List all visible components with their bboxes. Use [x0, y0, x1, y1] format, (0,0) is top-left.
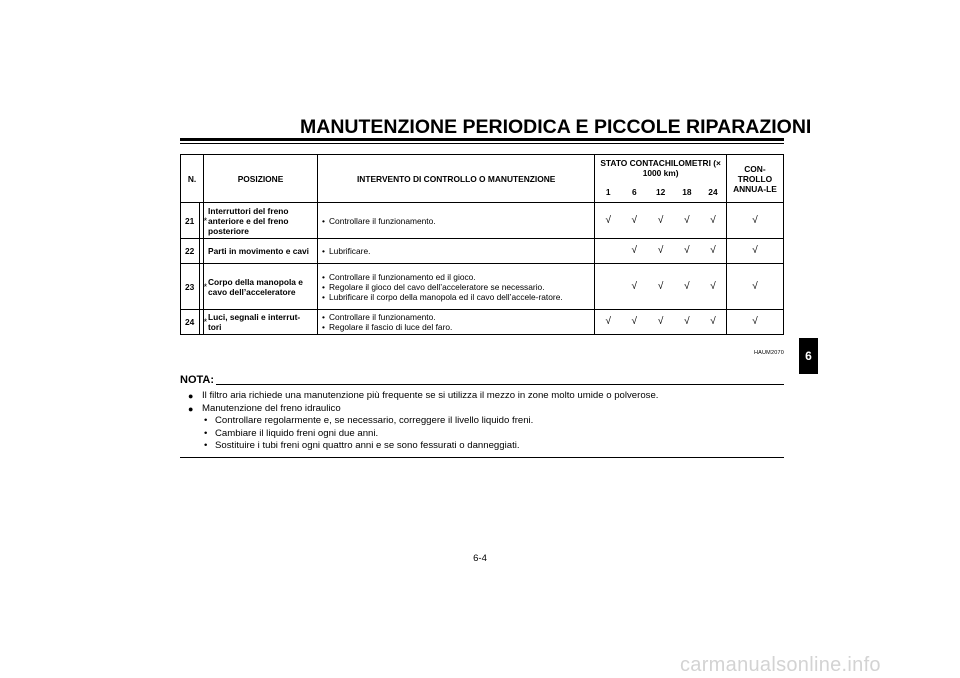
- check-mark: √: [621, 203, 647, 239]
- sub-bullet-icon: •: [204, 427, 208, 439]
- action-item: • Regolare il fascio di luce del faro.: [322, 322, 590, 332]
- header-km-18: 18: [682, 186, 692, 197]
- note-subitem: [188, 440, 778, 453]
- action-item: • Lubrificare.: [322, 246, 590, 256]
- row-actions: [318, 203, 595, 239]
- row-asterisk: *: [199, 310, 203, 335]
- action-item: • Regolare il gioco del cavo dell’acceleratore se necessario.: [322, 282, 590, 292]
- note-subitem: [188, 415, 778, 428]
- row-actions: [318, 239, 595, 264]
- check-mark: [595, 239, 621, 264]
- page-number: 6-4: [473, 553, 487, 564]
- check-mark: √: [700, 239, 726, 264]
- sub-bullet-icon: •: [204, 440, 208, 451]
- check-mark: √: [700, 203, 726, 239]
- header-km-24: 24: [700, 182, 726, 203]
- note-text: Manutenzione del freno idraulico: [202, 402, 341, 414]
- check-mark: √: [674, 264, 700, 310]
- note-subitem-text: Sostituire i tubi freni ogni quattro anni e se sono fessurati o danneggiati.: [215, 440, 520, 451]
- check-mark: √: [647, 264, 673, 310]
- nota-label: NOTA:: [180, 374, 215, 386]
- page-title: MANUTENZIONE PERIODICA E PICCOLE RIPARAZIONI: [300, 116, 812, 138]
- header-n: N.: [181, 155, 204, 203]
- row-number: 22: [181, 239, 200, 264]
- check-mark: √: [726, 264, 783, 310]
- header-annual: CON-TROLLO ANNUA-LE: [726, 155, 783, 203]
- section-tab[interactable]: 6: [799, 338, 818, 374]
- check-mark: √: [595, 310, 621, 335]
- check-mark: √: [621, 264, 647, 310]
- note-item: [188, 403, 778, 416]
- row-actions: [318, 264, 595, 310]
- row-position: Luci, segnali e interrut-tori: [204, 310, 318, 335]
- check-mark: √: [700, 310, 726, 335]
- bottom-rule: [180, 457, 784, 458]
- nota-rule: [216, 384, 784, 385]
- sub-bullet-icon: •: [204, 415, 208, 426]
- check-mark: √: [674, 310, 700, 335]
- row-position: Corpo della manopola e cavo dell’acceleratore: [204, 264, 318, 310]
- row-position: Interruttori del freno anteriore e del freno posteriore: [204, 203, 318, 239]
- row-position: Parti in movimento e cavi: [204, 239, 318, 264]
- check-mark: √: [726, 310, 783, 335]
- row-number: 21: [181, 203, 200, 239]
- check-mark: √: [647, 203, 673, 239]
- notes: [188, 390, 778, 453]
- note-item: [188, 390, 778, 403]
- action-item: • Controllare il funzionamento.: [322, 216, 590, 226]
- check-mark: √: [726, 239, 783, 264]
- check-mark: √: [674, 203, 700, 239]
- check-mark: √: [674, 239, 700, 264]
- title-rule-thin: [180, 143, 784, 144]
- table-row: [181, 264, 784, 310]
- header-odometer: STATO CONTACHILOMETRI (× 1000 km): [595, 155, 727, 182]
- row-asterisk: *: [199, 264, 203, 310]
- row-actions: [318, 310, 595, 335]
- row-asterisk: *: [199, 203, 203, 239]
- row-number: 24: [181, 310, 200, 335]
- row-number: 23: [181, 264, 200, 310]
- check-mark: [595, 264, 621, 310]
- header-km-12: 12: [655, 186, 666, 197]
- table-row: [181, 239, 784, 264]
- note-subitem: [188, 428, 778, 441]
- header-intervention: INTERVENTO DI CONTROLLO O MANUTENZIONE: [318, 155, 595, 203]
- note-subitem-text: Cambiare il liquido freni ogni due anni.: [215, 427, 379, 439]
- note-subitem-text: Controllare regolarmente e, se necessario, correggere il livello liquido freni.: [215, 415, 534, 426]
- header-km-1: 1: [605, 186, 611, 197]
- reference-code: HAUM2070: [753, 350, 784, 356]
- bullet-icon: ●: [188, 391, 194, 401]
- table-row: [181, 203, 784, 239]
- bullet-icon: ●: [188, 403, 194, 414]
- action-item: • Controllare il funzionamento.: [322, 312, 590, 322]
- action-item: • Controllare il funzionamento ed il gioco.: [322, 272, 590, 282]
- check-mark: √: [621, 310, 647, 335]
- title-rule: [180, 138, 784, 141]
- check-mark: √: [726, 203, 783, 239]
- check-mark: √: [647, 239, 673, 264]
- check-mark: √: [647, 310, 673, 335]
- maintenance-table: [180, 154, 784, 335]
- table-row: [181, 310, 784, 335]
- action-item: • Lubrificare il corpo della manopola ed il cavo dell’accele-ratore.: [322, 292, 590, 302]
- header-km-6: 6: [631, 186, 637, 197]
- check-mark: √: [595, 203, 621, 239]
- header-position: POSIZIONE: [204, 155, 318, 203]
- check-mark: √: [621, 239, 647, 264]
- note-text: Il filtro aria richiede una manutenzione più frequente se si utilizza il mezzo in zone molto umide o polverose.: [202, 390, 659, 401]
- watermark: carmanualsonline.info: [680, 654, 881, 676]
- check-mark: √: [700, 264, 726, 310]
